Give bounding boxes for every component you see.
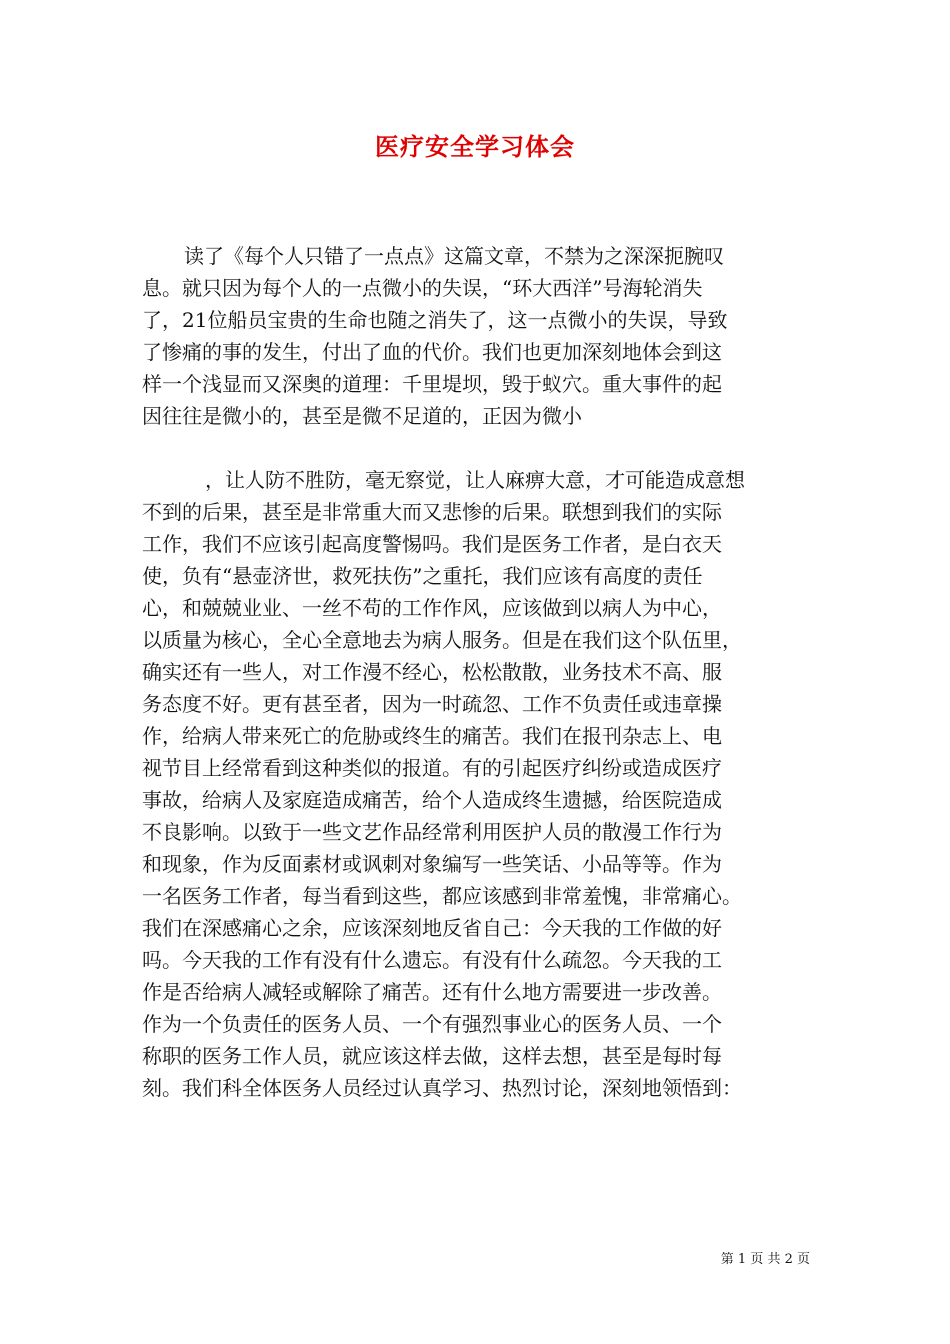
page-number: 第 1 页 共 2 页 xyxy=(720,1252,810,1267)
paragraph-line: ，让人防不胜防，毫无察觉，让人麻痹大意，才可能造成意想 xyxy=(205,468,745,492)
paragraph-line: 心，和兢兢业业、一丝不苟的工作作风，应该做到以病人为中心， xyxy=(142,596,722,620)
paragraph-line: 读了《每个人只错了一点点》这篇文章，不禁为之深深扼腕叹 xyxy=(184,244,724,268)
paragraph-line: 不良影响。以致于一些文艺作品经常利用医护人员的散漫工作行为 xyxy=(142,820,722,844)
paragraph-line: 刻。我们科全体医务人员经过认真学习、热烈讨论，深刻地领悟到： xyxy=(142,1076,742,1100)
paragraph-line: 因往往是微小的，甚至是微不足道的，正因为微小 xyxy=(142,404,582,428)
paragraph-line: 作是否给病人减轻或解除了痛苦。还有什么地方需要进一步改善。 xyxy=(142,980,722,1004)
paragraph-line: 作为一个负责任的医务人员、一个有强烈事业心的医务人员、一个 xyxy=(142,1012,722,1036)
paragraph-line: 确实还有一些人，对工作漫不经心，松松散散，业务技术不高、服 xyxy=(142,660,722,684)
paragraph-line: 作，给病人带来死亡的危胁或终生的痛苦。我们在报刊杂志上、电 xyxy=(142,724,722,748)
document-title: 医疗安全学习体会 xyxy=(375,132,575,161)
paragraph-line: 称职的医务工作人员，就应该这样去做，这样去想，甚至是每时每 xyxy=(142,1044,722,1068)
paragraph-line: 视节目上经常看到这种类似的报道。有的引起医疗纠纷或造成医疗 xyxy=(142,756,722,780)
paragraph-line: 息。就只因为每个人的一点微小的失误，“环大西洋”号海轮消失 xyxy=(142,276,703,300)
paragraph-line: 务态度不好。更有甚至者，因为一时疏忽、工作不负责任或违章操 xyxy=(142,692,722,716)
paragraph-line: 了惨痛的事的发生，付出了血的代价。我们也更加深刻地体会到这 xyxy=(142,340,722,364)
paragraph-line: 了，21位船员宝贵的生命也随之消失了，这一点微小的失误，导致 xyxy=(142,308,728,332)
paragraph-line: 一名医务工作者，每当看到这些，都应该感到非常羞愧，非常痛心。 xyxy=(142,884,742,908)
paragraph-line: 和现象，作为反面素材或讽刺对象编写一些笑话、小品等等。作为 xyxy=(142,852,722,876)
paragraph-line: 事故，给病人及家庭造成痛苦，给个人造成终生遗撼，给医院造成 xyxy=(142,788,722,812)
paragraph-line: 不到的后果，甚至是非常重大而又悲惨的后果。联想到我们的实际 xyxy=(142,500,722,524)
paragraph-line: 工作，我们不应该引起高度警惕吗。我们是医务工作者，是白衣天 xyxy=(142,532,722,556)
paragraph-line: 吗。今天我的工作有没有什么遗忘。有没有什么疏忽。今天我的工 xyxy=(142,948,722,972)
paragraph-line: 以质量为核心，全心全意地去为病人服务。但是在我们这个队伍里， xyxy=(142,628,742,652)
paragraph-line: 我们在深感痛心之余，应该深刻地反省自己：今天我的工作做的好 xyxy=(142,916,722,940)
paragraph-line: 使，负有“悬壶济世，救死扶伤”之重托，我们应该有高度的责任 xyxy=(142,564,703,588)
paragraph-line: 样一个浅显而又深奥的道理：千里堤坝，毁于蚁穴。重大事件的起 xyxy=(142,372,722,396)
